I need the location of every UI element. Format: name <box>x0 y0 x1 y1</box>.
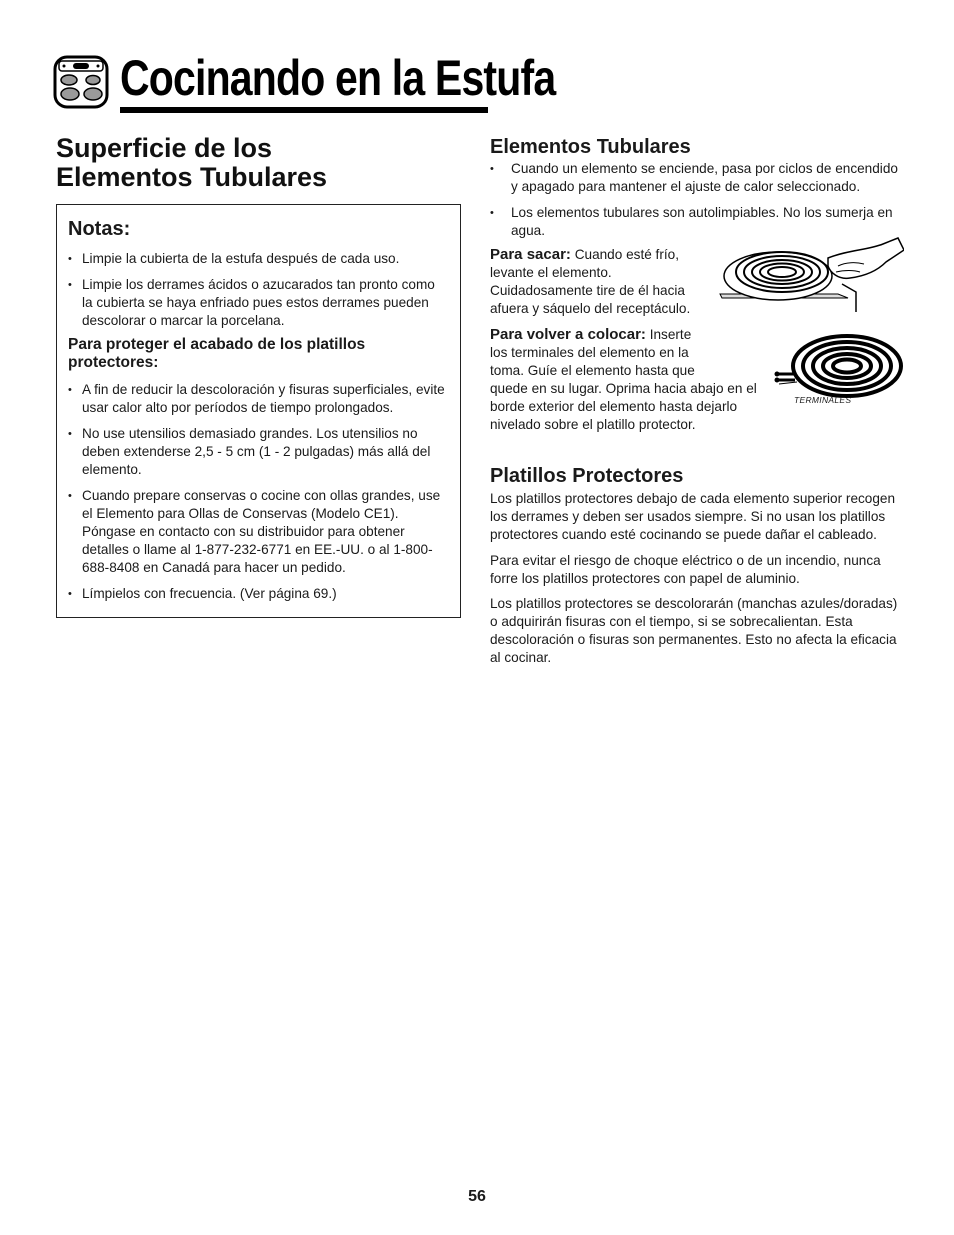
list-item: • Los elementos tubulares son autolimpiables. No los sumerja en agua. <box>490 204 902 240</box>
page-number: 56 <box>468 1188 486 1205</box>
tubular-list <box>490 160 902 248</box>
replace-instructions <box>490 326 760 434</box>
range-control-panel-icon <box>53 54 109 110</box>
section-title-line-2: Elementos Tubulares <box>56 162 328 192</box>
page-title: Cocinando en la Estufa <box>120 50 556 106</box>
drip-paragraph-2: Para evitar el riesgo de choque eléctrico o de un incendio, nunca forre los platillos protectores con papel de aluminio. <box>490 553 881 586</box>
list-item: • Cuando un elemento se enciende, pasa por ciclos de encendido y apagado para mantener el ajuste de calor seleccionado. <box>490 160 902 196</box>
notes-list-2 <box>68 381 446 611</box>
remove-text: levante el elemento. <box>490 265 612 280</box>
drip-paragraph-1: Los platillos protectores debajo de cada elemento superior recogen los derrames y deben ser usados siempre. Si no usan los platillos protectores cuando esté cocinando se puede dañar el cableado. <box>490 491 896 542</box>
remove-element-illustration <box>718 236 904 318</box>
terminals-label: TERMINALES <box>794 395 852 405</box>
replace-text: toma. Guíe el elemento hasta que <box>490 363 695 378</box>
drip-paragraph-3: Los platillos protectores se descolorarán (manchas azules/doradas) o adquirirán fisuras con el tiempo, si se sobrecalientan. Esta descoloración o fisuras son permanentes. Esto no afecta la eficacia al cocinar. <box>490 596 898 665</box>
list-item: • No use utensilios demasiado grandes. Los utensilios no deben extenderse 2,5 - 5 cm (1 - 2 pulgadas) más allá del elemento. <box>68 425 446 479</box>
drip-bowls-heading: Platillos Protectores <box>490 465 684 487</box>
replace-text: borde exterior del elemento hasta dejarlo <box>490 399 738 414</box>
replace-label: Para volver a colocar: <box>490 326 646 343</box>
list-item: • A fin de reducir la descoloración y fisuras superficiales, evite usar calor alto por períodos de tiempo prolongados. <box>68 381 446 417</box>
list-item: • Límpielos con frecuencia. (Ver página 69.) <box>68 585 446 603</box>
replace-text: quede en su lugar. Oprima hacia abajo en el <box>490 381 757 396</box>
notes-heading: Notas: <box>68 218 131 240</box>
remove-label: Para sacar: <box>490 246 571 263</box>
remove-text: Cuando esté frío, <box>574 247 679 262</box>
replace-text: los terminales del elemento en la <box>490 345 689 360</box>
replace-text: nivelado sobre el platillo protector. <box>490 417 696 432</box>
list-item: • Cuando prepare conservas o cocine con ollas grandes, use el Elemento para Ollas de Conservas (Modelo CE1). Póngase en contacto con su distribuidor para obtener detalles o llame al 1-877-232-6771 en EE.-UU. o al 1-800-688-8408 en Canadá para hacer un pedido. <box>68 487 446 577</box>
remove-instructions <box>490 246 720 318</box>
replace-text: Inserte <box>649 327 692 342</box>
notes-subheading: Para proteger el acabado de los platillos protectores: <box>68 336 366 371</box>
remove-text: afuera y sáquelo del receptáculo. <box>490 301 691 316</box>
list-item: • Limpie la cubierta de la estufa después de cada uso. <box>68 250 446 268</box>
title-underline <box>120 107 488 113</box>
section-title-line-1: Superficie de los <box>56 133 273 163</box>
remove-text: Cuidadosamente tire de él hacia <box>490 283 685 298</box>
tubular-heading: Elementos Tubulares <box>490 136 691 158</box>
list-item: • Limpie los derrames ácidos o azucarados tan pronto como la cubierta se haya enfriado pues estos derrames pueden descolorar o marcar la porcelana. <box>68 276 446 330</box>
notes-list <box>68 250 446 338</box>
section-title <box>56 134 327 192</box>
